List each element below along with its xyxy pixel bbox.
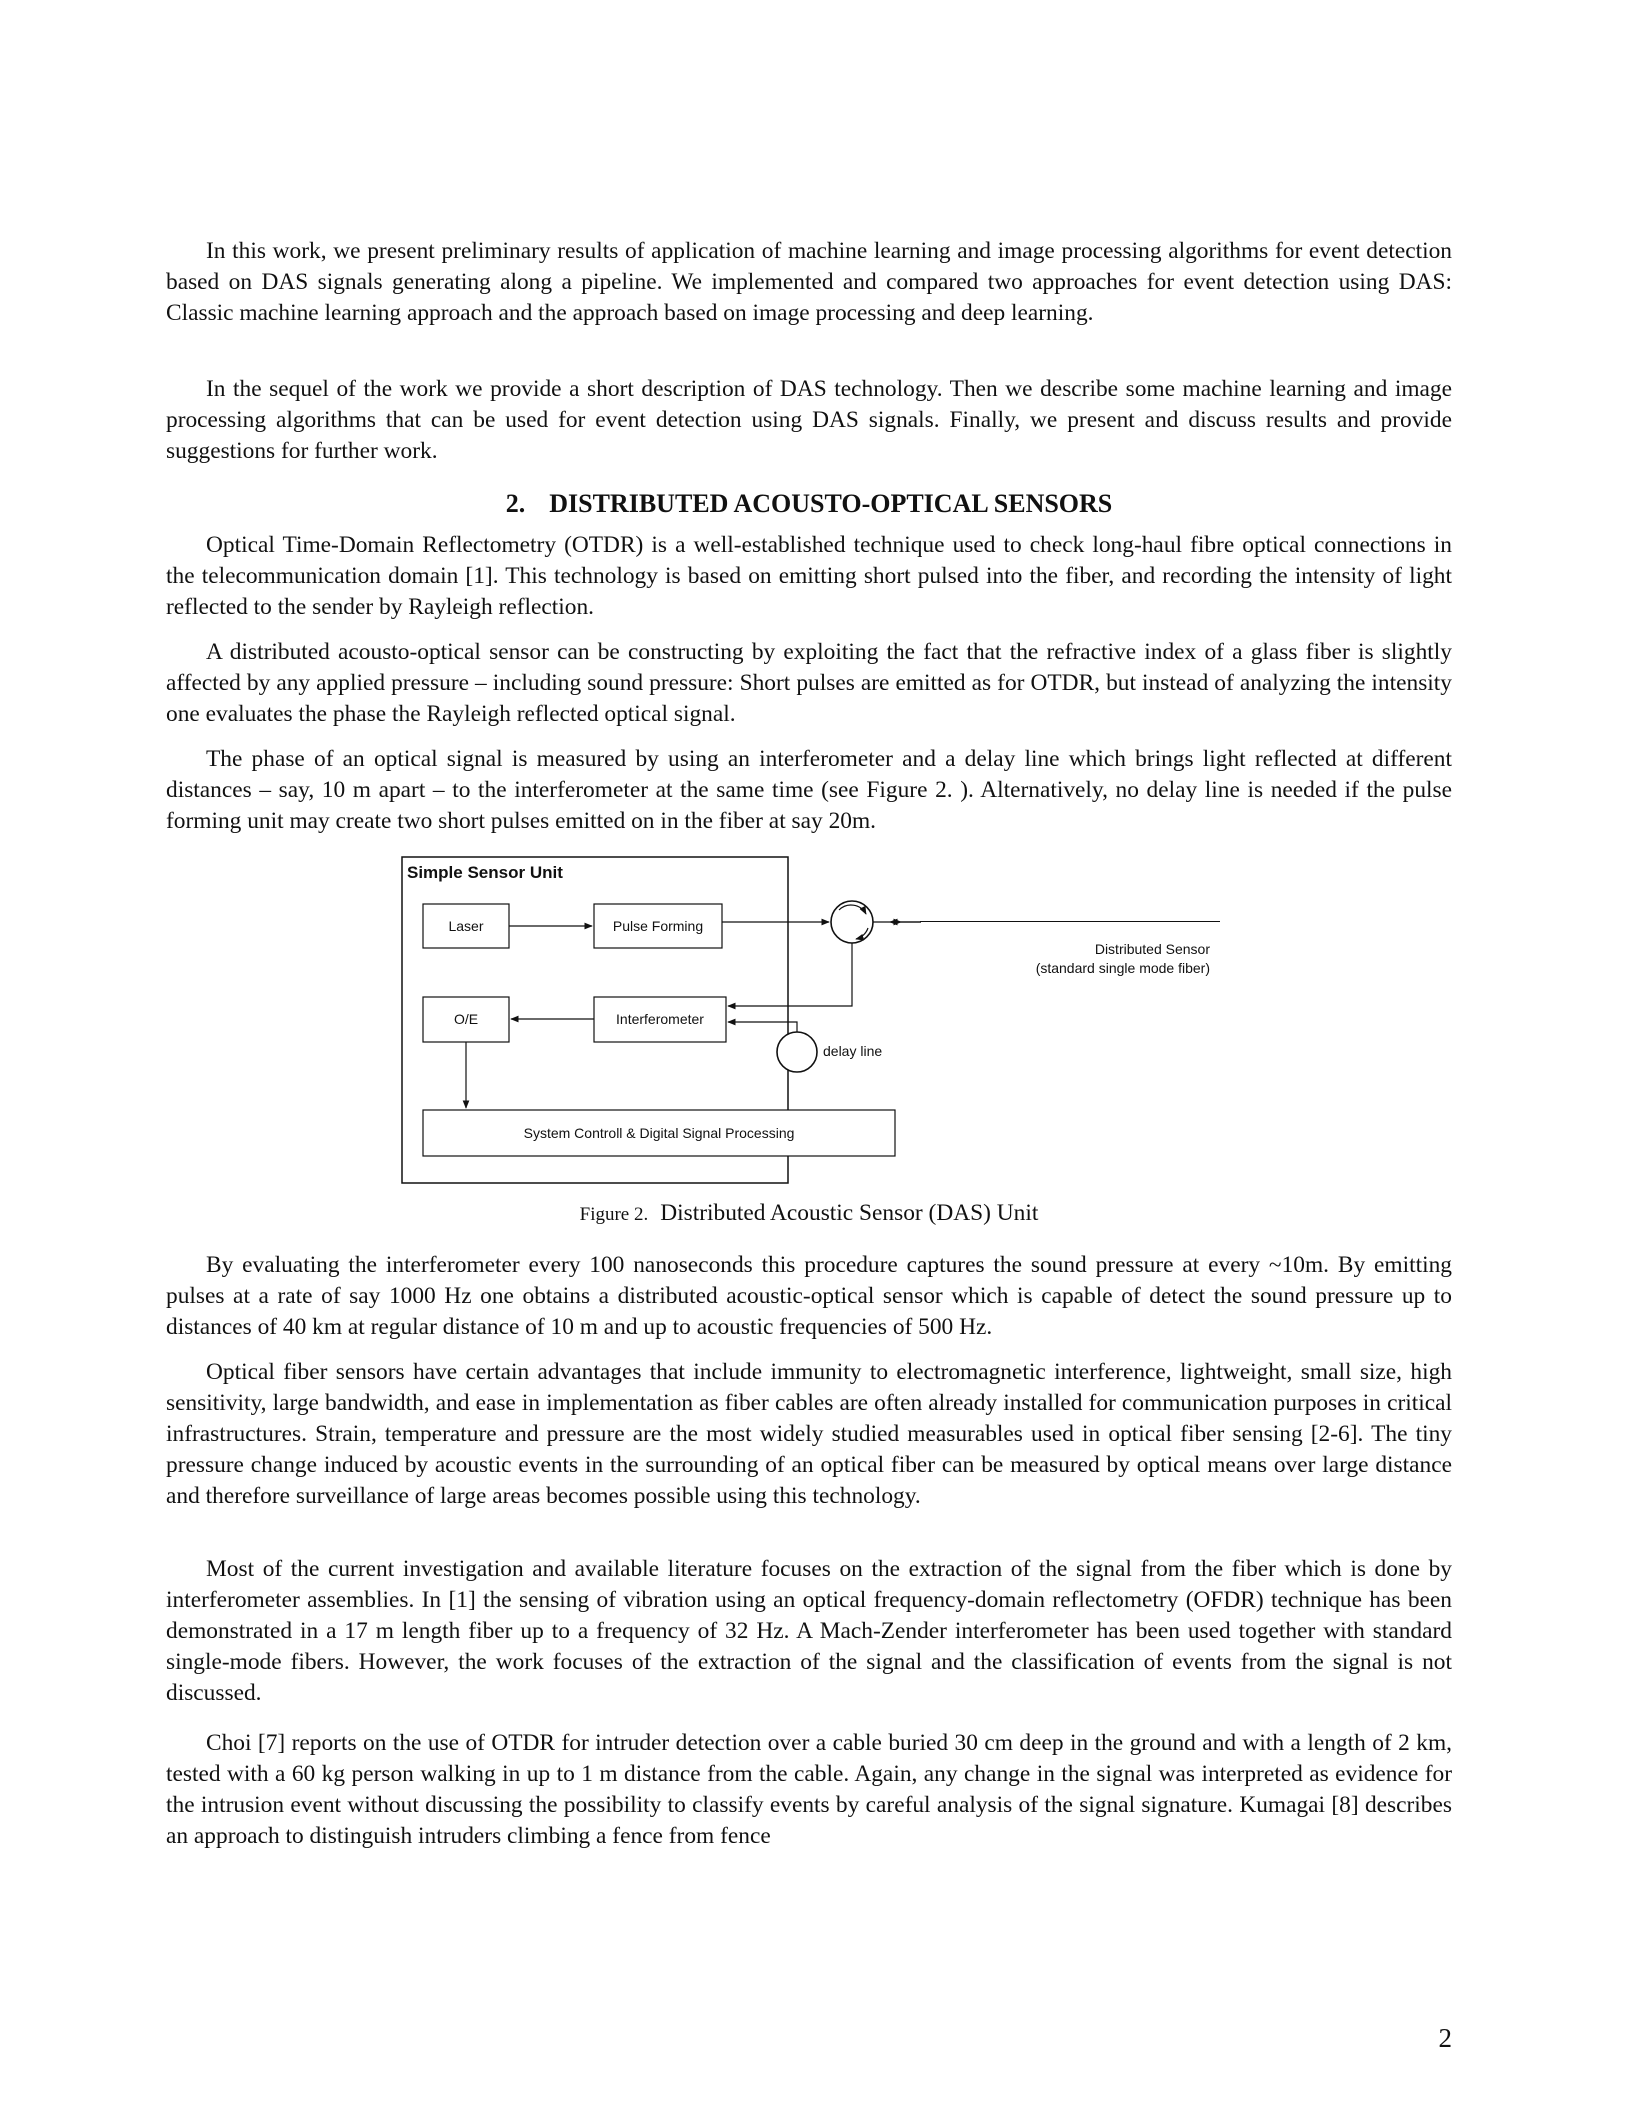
paragraph-choi: Choi [7] reports on the use of OTDR for intruder detection over a cable buried 30 cm deep in the ground and with a length of 2 km, tested with a 60 kg person walking in up to 1 m distance from the cable. Again, any change in the signal was interpreted as evidence for the intrusion event without discussing the possibility to classify events by careful analysis of the signal signature. Kumagai [8] describes an approach to distinguish intruders climbing a fence from fence: [166, 1730, 1452, 1849]
body-paragraph: [166, 1250, 1452, 1343]
paragraph-advantages: Optical fiber sensors have certain advantages that include immunity to electromagnetic interference, lightweight, small size, high sensitivity, large bandwidth, and ease in implementation as fiber cables are often already installed for communication purposes in critical infrastructures. Strain, temperature and pressure are the most widely studied measurables used in optical fiber sensing [2-6]. The tiny pressure change induced by acoustic events in the surrounding of an optical fiber can be measured by optical means over large distance and therefore surveillance of large areas becomes possible using this technology.: [166, 1359, 1452, 1509]
paragraph-acousto-optical: A distributed acousto-optical sensor can be constructing by exploiting the fact that the refractive index of a glass fiber is slightly affected by any applied pressure – including sound pressure: Short pulses are emitted as for OTDR, but instead of analyzing the intensity one evaluates the phase the Rayleigh reflected optical signal.: [166, 639, 1452, 727]
paragraph-intro-work: In this work, we present preliminary results of application of machine learning and image processing algorithms for event detection based on DAS signals generating along a pipeline. We implemented and compared two approaches for event detection using DAS: Classic machine learning approach and the approach based on image processing and deep learning.: [166, 238, 1452, 326]
delay-line-label: delay line: [823, 1043, 883, 1059]
paragraph-phase: The phase of an optical signal is measured by using an interferometer and a delay line which brings light reflected at different distances – say, 10 m apart – to the interferometer at the same time (see Figure 2. ). Alternatively, no delay line is needed if the pulse forming unit may create two short pulses emitted on in the fiber at say 20m.: [166, 746, 1452, 834]
figure-caption-label: Figure 2.: [579, 1204, 649, 1225]
oe-label: O/E: [453, 1011, 479, 1027]
distributed-sensor-line2: (standard single mode fiber): [1035, 960, 1210, 976]
body-paragraph: [166, 1728, 1452, 1852]
body-paragraph: [166, 236, 1452, 329]
interferometer-label: Interferometer: [616, 1011, 704, 1027]
circulator-to-interferometer-line: [728, 943, 852, 1006]
distributed-sensor-line1: Distributed Sensor: [1094, 941, 1210, 957]
figure-das-diagram: [401, 856, 921, 1184]
page-number: 2: [1438, 2023, 1452, 2053]
figure-caption-text: Distributed Acoustic Sensor (DAS) Unit: [660, 1200, 1039, 1226]
section-title: DISTRIBUTED ACOUSTO-OPTICAL SENSORS: [549, 489, 1113, 518]
delay-line-icon: [777, 1032, 817, 1072]
paragraph-interferometer-eval: By evaluating the interferometer every 100 nanoseconds this procedure captures the sound pressure at every ~10m. By emitting pulses at a rate of say 1000 Hz one obtains a distributed acoustic-optical sensor which is capable of detect the sound pressure up to distances of 40 km at regular distance of 10 m and up to acoustic frequencies of 500 Hz.: [166, 1252, 1452, 1340]
paragraph-otdr: Optical Time-Domain Reflectometry (OTDR) is a well-established technique used to check long-haul fibre optical connections in the telecommunication domain [1]. This technology is based on emitting short pulsed into the fiber, and recording the intensity of light reflected to the sender by Rayleigh reflection.: [166, 532, 1452, 620]
sensor-unit-title: Simple Sensor Unit: [407, 863, 563, 882]
paragraph-sequel: In the sequel of the work we provide a short description of DAS technology. Then we describe some machine learning and image processing algorithms that can be used for event detection using DAS signals. Finally, we present and discuss results and provide suggestions for further work.: [166, 376, 1452, 464]
body-paragraph: [166, 744, 1452, 837]
figure-caption: [166, 1198, 1452, 1230]
paragraph-literature: Most of the current investigation and available literature focuses on the extraction of the signal from the fiber which is done by interferometer assemblies. In [1] the sensing of vibration using an optical frequency-domain reflectometry (OFDR) technique has been demonstrated in a 17 m length fiber up to a frequency of 32 Hz. A Mach-Zender interferometer has been used together with standard single-mode fibers. However, the work focuses of the extraction of the signal and the classification of events from the signal is not discussed.: [166, 1556, 1452, 1706]
body-paragraph: [166, 637, 1452, 730]
dsp-label: System Controll & Digital Signal Processing: [523, 1125, 795, 1141]
body-paragraph: [166, 1357, 1452, 1512]
section-heading: [166, 488, 1452, 520]
circulator-icon: [831, 901, 873, 943]
body-paragraph: [166, 530, 1452, 623]
delay-to-interferometer-line: [728, 1022, 797, 1032]
laser-label: Laser: [448, 918, 484, 934]
body-paragraph: [166, 1554, 1452, 1709]
distributed-sensor-label: [1010, 940, 1210, 978]
pulse-forming-label: Pulse Forming: [612, 918, 704, 934]
fiber-extension-line: [920, 921, 1220, 922]
body-paragraph: [166, 374, 1452, 467]
section-number: 2.: [505, 489, 526, 518]
